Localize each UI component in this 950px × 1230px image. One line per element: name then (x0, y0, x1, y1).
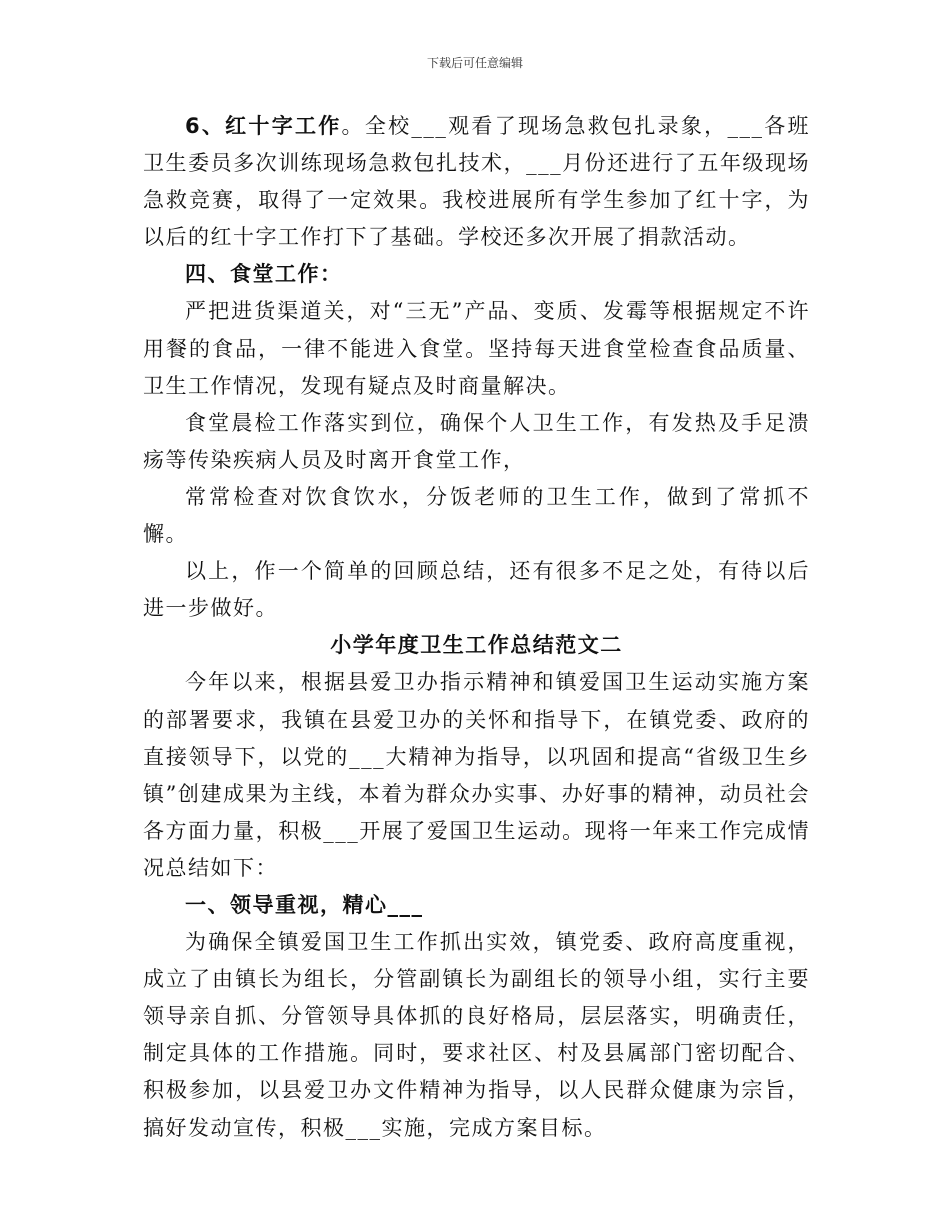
header-note: 下载后可任意编辑 (426, 56, 523, 70)
paragraph-canteen-purchasing: 严把进货渠道关，对“三无”产品、变质、发霉等根据规定不许用餐的食品，一律不能进入食堂。坚持每天进食堂检查食品质量、卫生工作情况，发现有疑点及时商量解决。 (143, 299, 810, 398)
paragraph-conclusion: 以上，作一个简单的回顾总结，还有很多不足之处，有待以后进一步做好。 (143, 559, 810, 621)
section-heading-red-cross: 6、红十字工作 (185, 114, 342, 138)
section-heading-leadership: 一、领导重视，精心___ (185, 892, 424, 917)
paragraph-canteen-inspection: 常常检查对饮食饮水，分饭老师的卫生工作，做到了常抓不懈。 (143, 484, 810, 547)
paragraph-intro: 今年以来，根据县爱卫办指示精神和镇爱国卫生运动实施方案的部署要求，我镇在县爱卫办的关怀和指导下，在镇党委、政府的直接领导下，以党的___大精神为指导，以巩固和提高“省级卫生乡镇”创建成果为主线，本着为群众办实事、办好事的精神，动员社会各方面力量，积极___开展了爱国卫生运动。现将一年来工作完成情况总结如下： (143, 670, 810, 880)
paragraph-red-cross (143, 108, 810, 256)
section-heading-canteen: 四、食堂工作： (185, 262, 343, 287)
document-body (143, 108, 810, 1147)
paragraph-text: 。全校___观看了现场急救包扎录象，___各班卫生委员多次训练现场急救包扎技术，___月份还进行了五年级现场急救竞赛，取得了一定效果。我校进展所有学生参加了红十字，为以后的红十字工作打下了基础。学校还多次开展了捐款活动。 (143, 114, 810, 250)
paragraph-canteen-morning-check: 食堂晨检工作落实到位，确保个人卫生工作，有发热及手足溃疡等传染疾病人员及时离开食堂工作， (143, 410, 810, 472)
article-title: 小学年度卫生工作总结范文二 (330, 633, 623, 658)
paragraph-leadership: 为确保全镇爱国卫生工作抓出实效，镇党委、政府高度重视，成立了由镇长为组长，分管副镇长为副组长的领导小组，实行主要领导亲自抓、分管领导具体抓的良好格局，层层落实，明确责任，制定具体的工作措施。同时，要求社区、村及县属部门密切配合、积极参加，以县爱卫办文件精神为指导，以人民群众健康为宗旨，搞好发动宣传，积极___实施，完成方案目标。 (143, 930, 810, 1140)
